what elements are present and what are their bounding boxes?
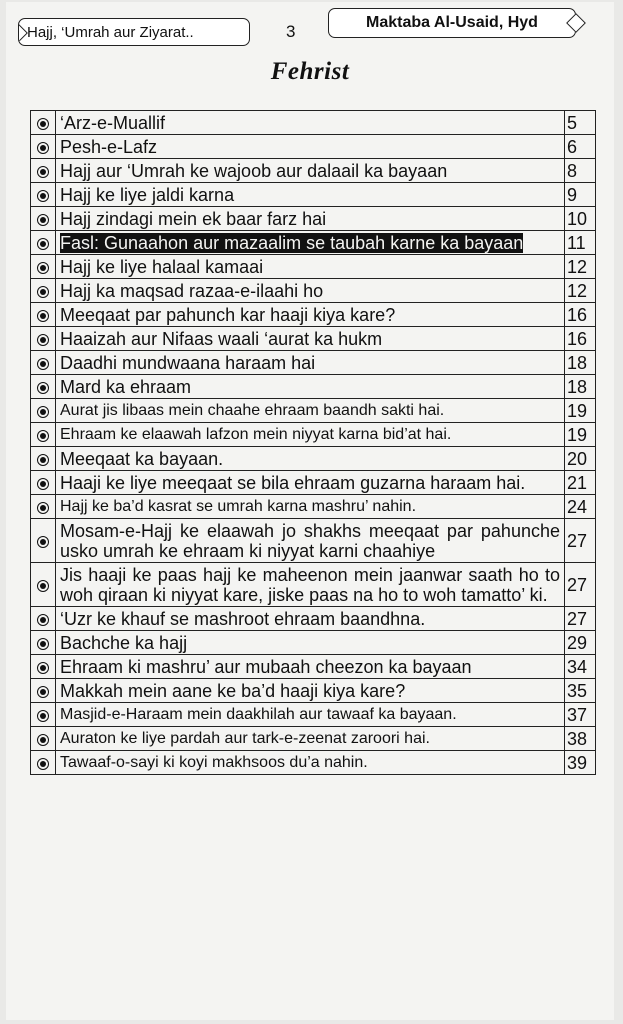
circle-bullet-icon [37, 310, 49, 322]
circle-bullet-icon [37, 334, 49, 346]
contents-title: Mosam-e-Hajj ke elaawah jo shakhs meeqaat par pahunche usko umrah ke ehraam ki niyyat karni chaahiye [60, 521, 560, 561]
contents-page-number: 11 [565, 231, 596, 255]
contents-page-number: 19 [565, 423, 596, 447]
contents-title: Auraton ke liye pardah aur tark-e-zeenat zaroori hai. [60, 730, 430, 747]
contents-title: Hajj zindagi mein ek baar farz hai [60, 209, 327, 229]
contents-title: Hajj ke liye jaldi karna [60, 185, 235, 205]
circle-bullet-icon [37, 430, 49, 442]
contents-title: Pesh-e-Lafz [60, 137, 158, 157]
contents-title: Bachche ka hajj [60, 633, 188, 653]
contents-title-cell [56, 159, 565, 183]
contents-title-cell [56, 231, 565, 255]
contents-row[interactable] [31, 607, 596, 631]
contents-row[interactable] [31, 159, 596, 183]
contents-title-cell [56, 727, 565, 751]
circle-bullet-icon [37, 758, 49, 770]
circle-bullet-icon [37, 142, 49, 154]
contents-title: Aurat jis libaas mein chaahe ehraam baandh sakti hai. [60, 402, 445, 419]
contents-title-cell [56, 655, 565, 679]
circle-bullet-icon [37, 502, 49, 514]
contents-title: Ehraam ke elaawah lafzon mein niyyat karna bid’at hai. [60, 426, 452, 443]
contents-row[interactable] [31, 303, 596, 327]
contents-title: Haaji ke liye meeqaat se bila ehraam guzarna haraam hai. [60, 473, 526, 493]
bullet-cell [31, 375, 56, 399]
contents-page-number: 37 [565, 703, 596, 727]
contents-row[interactable] [31, 655, 596, 679]
contents-page-number: 18 [565, 375, 596, 399]
circle-bullet-icon [37, 710, 49, 722]
circle-bullet-icon [37, 286, 49, 298]
contents-page-number: 8 [565, 159, 596, 183]
contents-row[interactable] [31, 751, 596, 775]
contents-page-number: 6 [565, 135, 596, 159]
contents-page-number: 27 [565, 519, 596, 563]
circle-bullet-icon [37, 238, 49, 250]
circle-bullet-icon [37, 454, 49, 466]
contents-title: Ehraam ki mashru’ aur mubaah cheezon ka bayaan [60, 657, 472, 677]
contents-page-number: 35 [565, 679, 596, 703]
bullet-cell [31, 423, 56, 447]
bullet-cell [31, 471, 56, 495]
contents-row[interactable] [31, 447, 596, 471]
page-number: 3 [286, 22, 296, 41]
contents-row[interactable] [31, 375, 596, 399]
contents-title-cell [56, 255, 565, 279]
contents-page-number: 39 [565, 751, 596, 775]
contents-row[interactable] [31, 563, 596, 607]
contents-row[interactable] [31, 207, 596, 231]
contents-title: Hajj ka maqsad razaa-e-ilaahi ho [60, 281, 324, 301]
circle-bullet-icon [37, 382, 49, 394]
contents-row[interactable] [31, 495, 596, 519]
contents-page-number: 21 [565, 471, 596, 495]
contents-title: ‘Uzr ke khauf se mashroot ehraam baandhna. [60, 609, 426, 629]
circle-bullet-icon [37, 580, 49, 592]
contents-title: Jis haaji ke paas hajj ke maheenon mein jaanwar saath ho to woh qiraan ki niyyat kare, jiske paas na ho to woh tamatto’ ki. [60, 565, 560, 605]
contents-page-number: 12 [565, 279, 596, 303]
bullet-cell [31, 135, 56, 159]
circle-bullet-icon [37, 536, 49, 548]
contents-title-cell [56, 631, 565, 655]
contents-row[interactable] [31, 231, 596, 255]
contents-title: Tawaaf-o-sayi ki koyi makhsoos du’a nahin. [60, 754, 368, 771]
contents-title: Hajj ke liye halaal kamaai [60, 257, 264, 277]
contents-title-cell [56, 607, 565, 631]
circle-bullet-icon [37, 638, 49, 650]
bullet-cell [31, 231, 56, 255]
bullet-cell [31, 255, 56, 279]
contents-page-number: 27 [565, 607, 596, 631]
circle-bullet-icon [37, 118, 49, 130]
contents-row[interactable] [31, 679, 596, 703]
book-page [6, 2, 614, 1020]
contents-title-cell [56, 423, 565, 447]
bullet-cell [31, 399, 56, 423]
contents-row[interactable] [31, 279, 596, 303]
circle-bullet-icon [37, 686, 49, 698]
contents-title-cell [56, 703, 565, 727]
circle-bullet-icon [37, 614, 49, 626]
bullet-cell [31, 703, 56, 727]
contents-page-number: 38 [565, 727, 596, 751]
contents-page-number: 12 [565, 255, 596, 279]
contents-page-number: 27 [565, 563, 596, 607]
bullet-cell [31, 679, 56, 703]
bullet-cell [31, 111, 56, 135]
contents-page-number: 29 [565, 631, 596, 655]
bullet-cell [31, 727, 56, 751]
bullet-cell [31, 607, 56, 631]
publisher-label: Maktaba Al-Usaid, Hyd [328, 8, 576, 38]
bullet-cell [31, 327, 56, 351]
contents-title-cell [56, 183, 565, 207]
contents-page-number: 20 [565, 447, 596, 471]
bullet-cell [31, 519, 56, 563]
bullet-cell [31, 563, 56, 607]
contents-title: ‘Arz-e-Muallif [60, 113, 166, 133]
circle-bullet-icon [37, 190, 49, 202]
contents-title-cell [56, 519, 565, 563]
contents-title: Daadhi mundwaana haraam hai [60, 353, 316, 373]
contents-title: Hajj aur ‘Umrah ke wajoob aur dalaail ka bayaan [60, 161, 448, 181]
contents-row[interactable] [31, 351, 596, 375]
circle-bullet-icon [37, 734, 49, 746]
contents-row[interactable] [31, 519, 596, 563]
bullet-cell [31, 631, 56, 655]
contents-page-number: 16 [565, 327, 596, 351]
circle-bullet-icon [37, 166, 49, 178]
contents-title: Haaizah aur Nifaas waali ‘aurat ka hukm [60, 329, 383, 349]
page-title: Fehrist [270, 58, 350, 85]
bullet-cell [31, 207, 56, 231]
contents-page-number: 9 [565, 183, 596, 207]
contents-page-number: 34 [565, 655, 596, 679]
contents-page-number: 19 [565, 399, 596, 423]
contents-title: Mard ka ehraam [60, 377, 192, 397]
contents-title-cell [56, 447, 565, 471]
contents-row[interactable] [31, 423, 596, 447]
contents-row[interactable] [31, 727, 596, 751]
contents-page-number: 24 [565, 495, 596, 519]
contents-title: Meeqaat ka bayaan. [60, 449, 224, 469]
circle-bullet-icon [37, 662, 49, 674]
contents-title-cell [56, 207, 565, 231]
contents-page-number: 5 [565, 111, 596, 135]
contents-title-cell [56, 679, 565, 703]
bullet-cell [31, 751, 56, 775]
contents-row[interactable] [31, 631, 596, 655]
contents-title-cell [56, 327, 565, 351]
contents-title-cell [56, 471, 565, 495]
contents-title-cell [56, 375, 565, 399]
book-title-label: Hajj, ‘Umrah aur Ziyarat.. [18, 18, 250, 46]
bullet-cell [31, 447, 56, 471]
contents-title-cell [56, 279, 565, 303]
contents-title: Hajj ke ba’d kasrat se umrah karna mashru’ nahin. [60, 498, 417, 515]
contents-title-cell [56, 751, 565, 775]
bullet-cell [31, 303, 56, 327]
contents-title-cell [56, 351, 565, 375]
contents-title: Meeqaat par pahunch kar haaji kiya kare? [60, 305, 396, 325]
contents-title-cell [56, 563, 565, 607]
contents-row[interactable] [31, 183, 596, 207]
contents-title-cell [56, 303, 565, 327]
contents-row[interactable] [31, 399, 596, 423]
circle-bullet-icon [37, 214, 49, 226]
contents-page-number: 16 [565, 303, 596, 327]
contents-row[interactable] [31, 255, 596, 279]
circle-bullet-icon [37, 262, 49, 274]
circle-bullet-icon [37, 478, 49, 490]
contents-row[interactable] [31, 111, 596, 135]
contents-row[interactable] [31, 135, 596, 159]
bullet-cell [31, 351, 56, 375]
contents-title: Makkah mein aane ke ba’d haaji kiya kare? [60, 681, 406, 701]
bullet-cell [31, 279, 56, 303]
contents-title-cell [56, 495, 565, 519]
bullet-cell [31, 159, 56, 183]
contents-row[interactable] [31, 703, 596, 727]
contents-row[interactable] [31, 471, 596, 495]
contents-table [30, 110, 596, 775]
circle-bullet-icon [37, 406, 49, 418]
contents-page-number: 18 [565, 351, 596, 375]
contents-page-number: 10 [565, 207, 596, 231]
contents-row[interactable] [31, 327, 596, 351]
bullet-cell [31, 183, 56, 207]
contents-title: Masjid-e-Haraam mein daakhilah aur tawaaf ka bayaan. [60, 706, 457, 723]
contents-title-cell [56, 135, 565, 159]
contents-title: Fasl: Gunaahon aur mazaalim se taubah karne ka bayaan [60, 233, 524, 253]
circle-bullet-icon [37, 358, 49, 370]
bullet-cell [31, 495, 56, 519]
bullet-cell [31, 655, 56, 679]
contents-title-cell [56, 399, 565, 423]
contents-title-cell [56, 111, 565, 135]
